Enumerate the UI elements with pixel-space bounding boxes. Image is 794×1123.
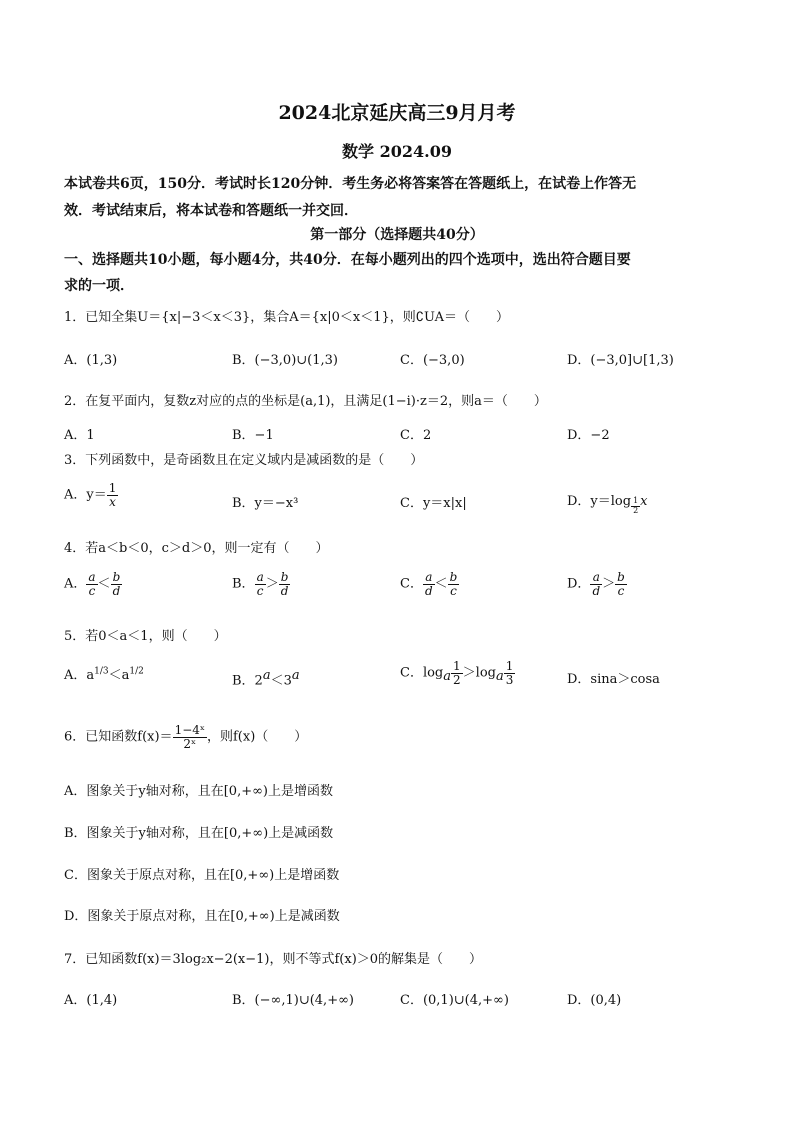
intro-line-1: 本试卷共6页，150分．考试时长120分钟．考生务必将答案答在答题纸上，在试卷上作答无 xyxy=(64,176,637,192)
question-4-option-b: B． $\frac{a}{c}$ ＞ $\frac{b}{d}$ xyxy=(232,570,289,598)
question-7-option-a: A．(1,4) xyxy=(64,993,118,1008)
question-7-option-b: B．(−∞,1)∪(4,+∞) xyxy=(232,993,354,1008)
question-7-option-c: C．(0,1)∪(4,+∞) xyxy=(400,993,509,1008)
part-heading: 第一部分（选择题共40分） xyxy=(310,227,484,243)
question-6-option-b: B．图象关于y轴对称，且在[0,+∞)上是减函数 xyxy=(64,826,334,841)
question-4-option-d: D． $\frac{a}{d}$ ＞ $\frac{b}{c}$ xyxy=(567,570,625,598)
question-7-option-d: D．(0,4) xyxy=(567,993,622,1008)
question-1-stem: 1．已知全集U＝{x|−3＜x＜3}，集合A＝{x|0＜x＜1}，则∁UA＝（ ） xyxy=(64,310,509,325)
question-3-option-b: B．y＝−x³ xyxy=(232,496,299,511)
question-5-option-d: D．sina＞cosa xyxy=(567,672,660,687)
question-2-option-b: B．−1 xyxy=(232,428,274,443)
question-5-option-c: C．$\log_a$ $\frac{1}{2}$ $>\log_a$ $\frac{1}{3}$ xyxy=(400,659,514,687)
question-5-stem: 5．若0＜a＜1，则（ ） xyxy=(64,629,227,644)
question-2-option-a: A．1 xyxy=(64,428,95,443)
question-1-option-b: B．(−3,0)∪(1,3) xyxy=(232,353,338,368)
page-title: 2024北京延庆高三9月月考 xyxy=(278,102,516,124)
question-2-option-d: D．−2 xyxy=(567,428,610,443)
page-subtitle: 数学 2024.09 xyxy=(342,142,452,161)
question-3-option-c: C．y＝x|x| xyxy=(400,496,467,511)
question-6-option-d: D．图象关于原点对称，且在[0,+∞)上是减函数 xyxy=(64,909,340,924)
section-heading-1: 一、选择题共10小题，每小题4分，共40分．在每小题列出的四个选项中，选出符合题目要 xyxy=(64,252,631,268)
question-6-stem: 6．已知函数f(x)＝ $\frac{\text{1−4ˣ}}{\text{2ˣ}}$ ，则f(x)（ ） xyxy=(64,723,308,751)
question-7-stem: 7．已知函数f(x)＝3log₂x−2(x−1)，则不等式f(x)＞0的解集是（ ） xyxy=(64,952,483,967)
question-2-stem: 2．在复平面内，复数z对应的点的坐标是(a,1)，且满足(1−i)·z＝2，则a＝（ ） xyxy=(64,394,547,409)
question-1-option-d: D．(−3,0]∪[1,3) xyxy=(567,353,674,368)
question-1-option-a: A．(1,3) xyxy=(64,353,118,368)
question-3-stem: 3．下列函数中，是奇函数且在定义域内是减函数的是（ ） xyxy=(64,453,424,468)
question-3-option-a: A．y＝ $\frac{1}{x}$ xyxy=(64,481,117,509)
intro-line-2: 效．考试结束后，将本试卷和答题纸一并交回． xyxy=(64,203,358,219)
question-4-option-c: C． $\frac{a}{d}$ ＜ $\frac{b}{c}$ xyxy=(400,570,458,598)
question-6-option-c: C．图象关于原点对称，且在[0,+∞)上是增函数 xyxy=(64,868,340,883)
question-1-option-c: C．(−3,0) xyxy=(400,353,465,368)
question-6-option-a: A．图象关于y轴对称，且在[0,+∞)上是增函数 xyxy=(64,784,334,799)
question-4-stem: 4．若a＜b＜0，c＞d＞0，则一定有（ ） xyxy=(64,541,329,556)
question-3-option-d: D．y＝log $_{\frac{1}{2}}$ x xyxy=(567,494,648,515)
question-2-option-c: C．2 xyxy=(400,428,432,443)
question-5-option-a: A．$a^{1/3}<a^{1/2}$ xyxy=(64,666,144,683)
section-heading-2: 求的一项． xyxy=(64,278,134,294)
question-5-option-b: B．$2^a<3^a$ xyxy=(232,668,300,689)
question-4-option-a: A． $\frac{a}{c}$ ＜ $\frac{b}{d}$ xyxy=(64,570,121,598)
